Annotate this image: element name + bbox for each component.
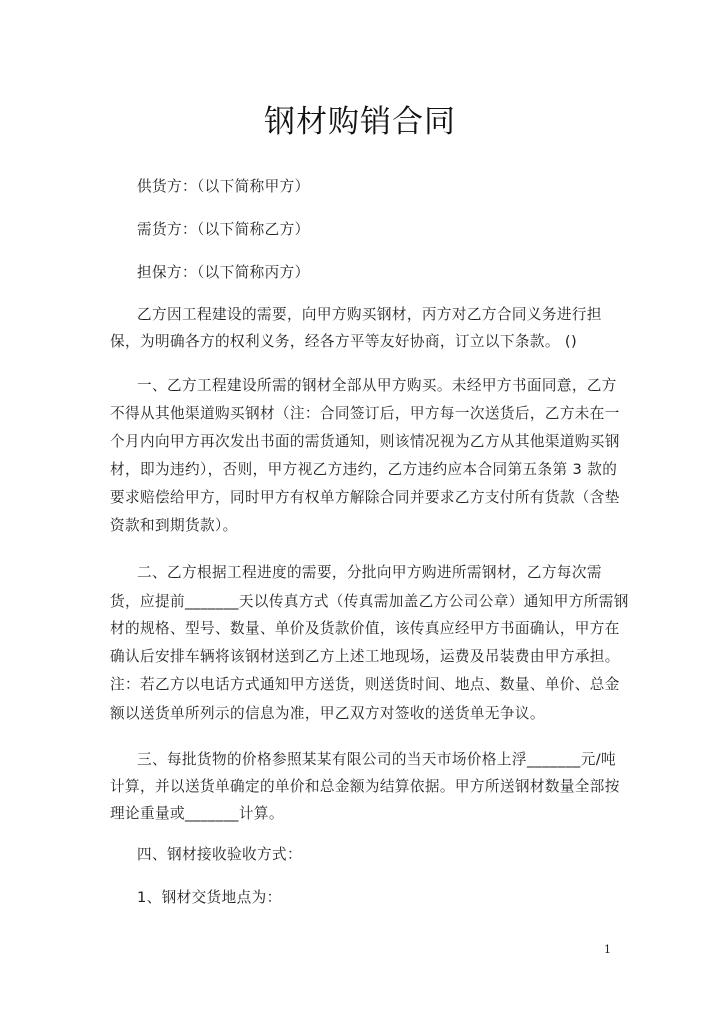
party-buyer: 需货方：（以下简称乙方）: [137, 221, 310, 238]
paragraph-line: 要求赔偿给甲方，同时甲方有权单方解除合同并要求乙方支付所有货款（含垫: [110, 489, 620, 506]
paragraph-line: 货，应提前_______天以传真方式（传真需加盖乙方公司公章）通知甲方所需钢: [110, 593, 629, 610]
paragraph-line: 三、每批货物的价格参照某某有限公司的当天市场价格上浮_______元/吨: [137, 751, 617, 768]
paragraph-line: 计算，并以送货单确定的单价和总金额为结算依据。甲方所送钢材数量全部按: [110, 778, 620, 795]
paragraph-line: 额以送货单所列示的信息为准，甲乙双方对签收的送货单无争议。: [110, 705, 545, 722]
paragraph-line: 保，为明确各方的权利义务，经各方平等友好协商，订立以下条款。 (): [110, 333, 578, 350]
paragraph-line: 材，即为违约），否则，甲方视乙方违约，乙方违约应本合同第五条第 3 款的: [110, 461, 618, 478]
clause-4-heading: 四、钢材接收验收方式：: [137, 846, 302, 863]
paragraph-line: 个月内向甲方再次发出书面的需货通知，则该情况视为乙方从其他渠道购买钢: [110, 433, 620, 450]
paragraph-line: 资款和到期货款）。: [110, 517, 238, 534]
clause-4-item-1: 1、钢材交货地点为：: [137, 889, 282, 906]
paragraph-line: 一、乙方工程建设所需的钢材全部从甲方购买。未经甲方书面同意，乙方: [137, 377, 617, 394]
paragraph-line: 二、乙方根据工程进度的需要，分批向甲方购进所需钢材，乙方每次需: [137, 564, 602, 581]
page-number: 1: [604, 943, 611, 956]
paragraph-line: 不得从其他渠道购买钢材（注：合同签订后，甲方每一次送货后，乙方未在一: [110, 405, 620, 422]
paragraph-line: 乙方因工程建设的需要，向甲方购买钢材，丙方对乙方合同义务进行担: [137, 306, 602, 323]
paragraph-line: 确认后安排车辆将该钢材送到乙方上述工地现场，运费及吊装费由甲方承担。: [110, 648, 620, 665]
paragraph-line: 材的规格、型号、数量、单价及货款价值，该传真应经甲方书面确认，甲方在: [110, 620, 620, 637]
paragraph-line: 理论重量或_______计算。: [110, 805, 284, 822]
document-title: 钢材购销合同: [264, 104, 456, 140]
party-guarantor: 担保方：（以下简称丙方）: [137, 264, 310, 281]
party-supplier: 供货方：（以下简称甲方）: [137, 178, 310, 195]
paragraph-line: 注：若乙方以电话方式通知甲方送货，则送货时间、地点、数量、单价、总金: [110, 676, 620, 693]
